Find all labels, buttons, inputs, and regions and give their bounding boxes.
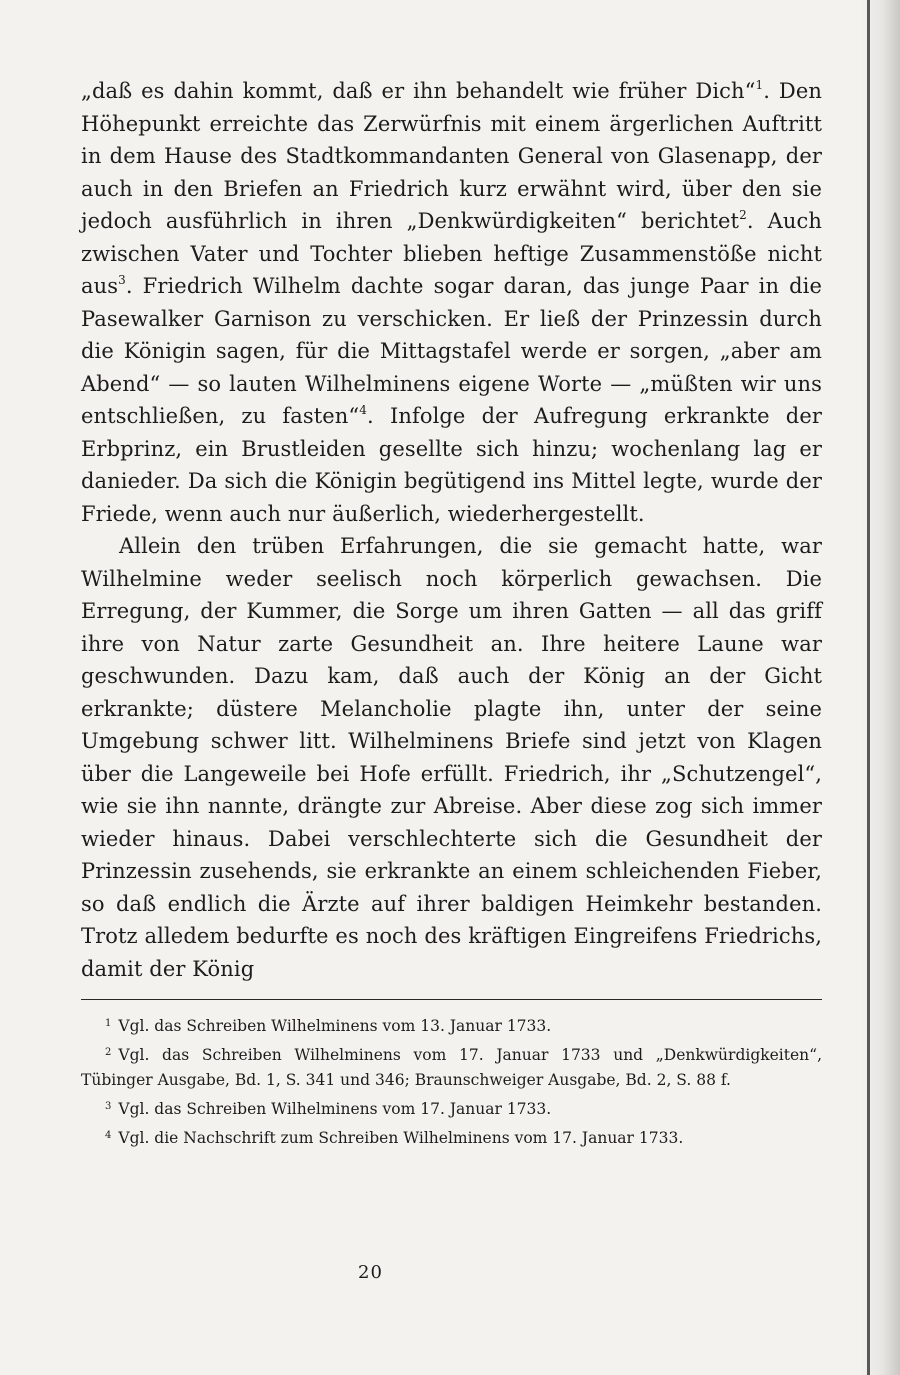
text-run: . Infolge der Aufregung erkrankte der Erbprinz, ein Brustleiden gesellte sich hinzu; wochenlang lag er danieder. Da sich die Königin begütigend ins Mittel legte, wurde der Friede, wenn auch nur äußerlich, wiederhergestellt. [81,404,823,526]
footnote-text: Vgl. das Schreiben Wilhelminens vom 13. Januar 1733. [118,1017,552,1035]
text-run: . Auch zwischen Vater und Tochter blieben heftige Zusammenstöße nicht aus [81,209,822,298]
footnote-text: Vgl. die Nachschrift zum Schreiben Wilhelminens vom 17. Januar 1733. [118,1129,684,1147]
footnote-mark: 1 [105,1018,112,1029]
text-run: Allein den trüben Erfahrungen, die sie gemacht hatte, war Wilhelmine weder seelisch noch körperlich gewachsen. Die Erregung, der Kummer, die Sorge um ihren Gatten — all das griff ihre von Natur zarte Gesundheit an. Ihre heitere Laune war geschwunden. Dazu kam, daß auch der König an der Gicht erkrankte; düstere Melancholie plagte ihn, unter der seine Umgebung schwer litt. Wilhelminens Briefe sind jetzt von Klagen über die Langeweile bei Hofe erfüllt. Friedrich, ihr „Schutzengel“, wie sie ihn nannte, drängte zur Abreise. Aber diese zog sich immer wieder hinaus. Dabei verschlechterte sich die Gesundheit der Prinzessin zusehends, sie erkrankte an einem schleichenden Fieber, so daß endlich die Ärzte auf ihrer baldigen Heimkehr bestanden. Trotz alledem bedurfte es noch des kräftigen Eingreifens Friedrichs, damit der König [81,534,822,981]
footnote-mark: 3 [105,1101,112,1112]
text-run: . Den Höhepunkt erreichte das Zerwürfnis mit einem ärgerlichen Auftritt in dem Hause des Stadtkommandanten General von Glasenapp, der auch in den Briefen an Friedrich kurz erwähnt wird, über den sie jedoch ausführlich in ihren „Denkwürdigkeiten“ berichtet [81,79,823,233]
page-edge-shadow [860,0,900,1375]
footnote-text: Vgl. das Schreiben Wilhelminens vom 17. Januar 1733. [118,1100,552,1118]
paragraph [81,530,822,985]
footnote [81,1097,822,1122]
text-run: . Friedrich Wilhelm dachte sogar daran, das junge Paar in die Pasewalker Garnison zu verschicken. Er ließ der Prinzessin durch die Königin sagen, für die Mittagstafel werde er sorgen, „aber am Abend“ — so lauten Wilhelminens eigene Worte — „müßten wir uns entschließen, zu fasten“ [81,274,822,428]
footnote-text: Vgl. das Schreiben Wilhelminens vom 17. Januar 1733 und „Denkwürdigkeiten“, Tübinger Ausgabe, Bd. 1, S. 341 und 346; Braunschweiger Ausgabe, Bd. 2, S. 88 f. [81,1046,822,1089]
book-page [81,75,822,1155]
paragraph [81,75,822,530]
footnote-reference: 2 [739,208,747,222]
footnote-reference: 3 [118,273,126,287]
footnote-reference: 4 [359,403,368,417]
footnote-mark: 2 [105,1047,112,1058]
footnote-mark: 4 [105,1130,112,1141]
footnotes [81,1014,822,1151]
page-number: 20 [358,1262,383,1283]
footnote [81,1014,822,1039]
page-edge-line [867,0,870,1375]
footnote-separator [81,999,822,1000]
footnote [81,1126,822,1151]
footnote [81,1043,822,1093]
text-run: „daß es dahin kommt, daß er ihn behandelt wie früher Dich“ [81,79,756,103]
body-text [81,75,822,985]
footnote-reference: 1 [755,78,764,92]
